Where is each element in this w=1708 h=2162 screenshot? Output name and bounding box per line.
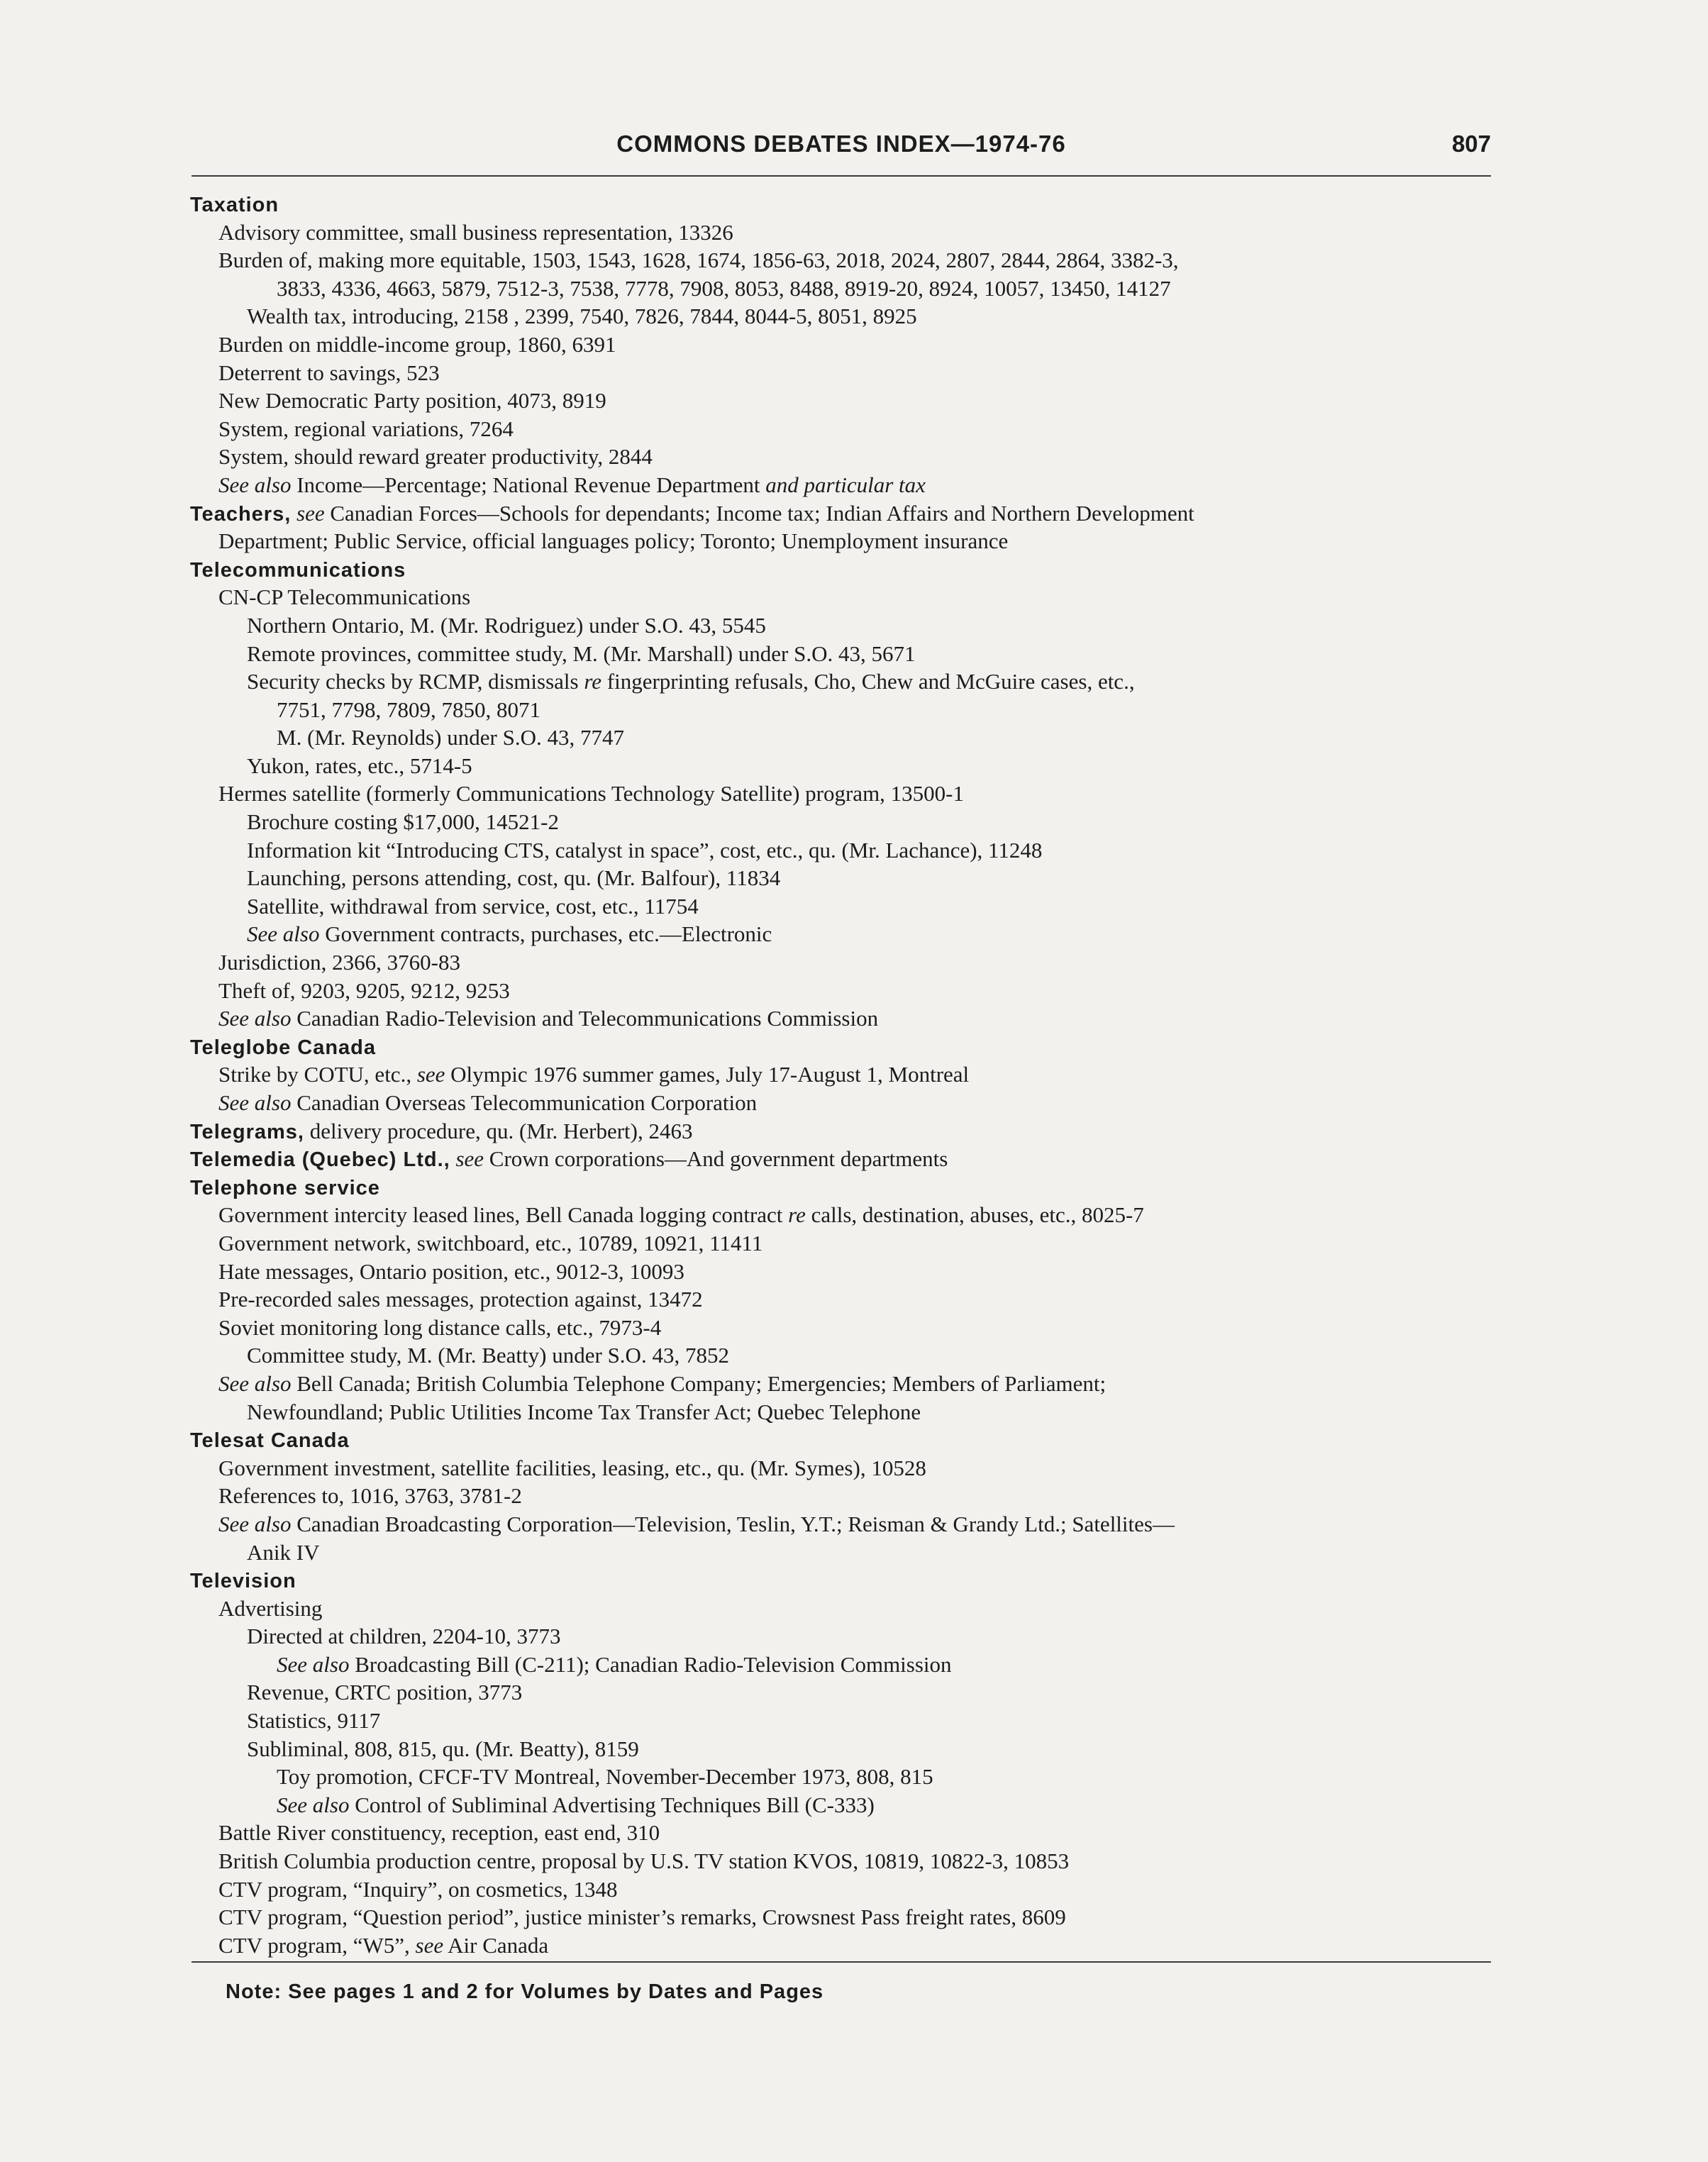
- page-number: 807: [1451, 131, 1491, 157]
- index-entry-line: [190, 1089, 1495, 1117]
- index-entry-line: [190, 246, 1495, 275]
- index-entry-line: [190, 1931, 1495, 1960]
- page-header: [192, 126, 1491, 169]
- entry-text: Hermes satellite (formerly Communications Technology Satellite) program, 13500-1: [218, 781, 965, 806]
- index-entry-line: [190, 1258, 1495, 1286]
- index-heading-line: [190, 1145, 1495, 1173]
- entry-italic: re: [584, 669, 602, 694]
- entry-text: System, should reward greater productivity, 2844: [218, 444, 653, 470]
- entry-text: Canadian Overseas Telecommunication Corporation: [291, 1090, 758, 1115]
- entry-text: Government contracts, purchases, etc.—Electronic: [319, 921, 772, 947]
- cross-reference-label: See also: [218, 1511, 292, 1536]
- index-entry-line: [190, 359, 1495, 387]
- index-heading-line: [190, 1426, 1495, 1454]
- entry-heading: Teachers,: [190, 502, 292, 526]
- header-rule: [192, 175, 1491, 177]
- entry-text-continued: Olympic 1976 summer games, July 17-August 1, Montreal: [445, 1062, 970, 1087]
- index-entry-line: [190, 920, 1495, 948]
- entry-text: Security checks by RCMP, dismissals: [247, 669, 584, 694]
- index-entry-line: [190, 1060, 1495, 1089]
- index-entry-line: [190, 1875, 1495, 1904]
- entry-text: Government network, switchboard, etc., 10789, 10921, 11411: [218, 1230, 763, 1255]
- entry-text: Revenue, CRTC position, 3773: [247, 1680, 523, 1705]
- index-entry-line: [190, 724, 1495, 752]
- cross-reference-label: See also: [277, 1651, 350, 1677]
- index-entry-line: [190, 1341, 1495, 1370]
- index-heading-line: [190, 1117, 1495, 1146]
- entry-italic: see: [415, 1932, 444, 1958]
- entry-text: Theft of, 9203, 9205, 9212, 9253: [218, 977, 510, 1003]
- entry-text: Statistics, 9117: [247, 1708, 381, 1734]
- index-entry-line: [190, 275, 1495, 303]
- cross-reference-label: See also: [218, 1370, 292, 1396]
- index-entry-line: [190, 1229, 1495, 1258]
- entry-text: References to, 1016, 3763, 3781-2: [218, 1483, 522, 1509]
- entry-text: Jurisdiction, 2366, 3760-83: [218, 950, 460, 975]
- entry-text: Satellite, withdrawal from service, cost, etc., 11754: [247, 893, 699, 919]
- index-entry-line: [190, 864, 1495, 892]
- index-entry-line: [190, 387, 1495, 415]
- entry-text: Remote provinces, committee study, M. (Mr. Marshall) under S.O. 43, 5671: [247, 641, 916, 666]
- entry-text: Brochure costing $17,000, 14521-2: [247, 809, 559, 835]
- entry-text: Deterrent to savings, 523: [218, 360, 440, 385]
- entry-italic: see: [416, 1062, 445, 1087]
- entry-text: New Democratic Party position, 4073, 8919: [218, 388, 606, 414]
- entry-text: 3833, 4336, 4663, 5879, 7512-3, 7538, 7778, 7908, 8053, 8488, 8919-20, 8924, 10057, 13450, 14127: [277, 275, 1171, 301]
- footer-rule: [192, 1961, 1491, 1963]
- index-entry-line: [190, 1735, 1495, 1763]
- entry-text: CTV program, “Question period”, justice minister’s remarks, Crowsnest Pass freight rates, 8609: [218, 1905, 1066, 1930]
- entry-text-continued: fingerprinting refusals, Cho, Chew and McGuire cases, etc.,: [601, 669, 1135, 694]
- entry-text: Advertising: [218, 1595, 323, 1621]
- entry-text: 7751, 7798, 7809, 7850, 8071: [277, 697, 540, 722]
- cross-reference-label: See also: [218, 1090, 292, 1115]
- entry-text: Government investment, satellite facilities, leasing, etc., qu. (Mr. Symes), 10528: [218, 1455, 926, 1480]
- entry-text: Government intercity leased lines, Bell Canada logging contract: [218, 1202, 789, 1228]
- entry-heading: Telemedia (Quebec) Ltd.,: [190, 1148, 450, 1172]
- entry-text: Battle River constituency, reception, east end, 310: [218, 1820, 660, 1846]
- index-heading-line: [190, 1033, 1495, 1061]
- entry-text-continued: calls, destination, abuses, etc., 8025-7: [805, 1202, 1144, 1228]
- index-entry-line: [190, 948, 1495, 977]
- index-entry-line: [190, 1651, 1495, 1679]
- entry-text: System, regional variations, 7264: [218, 416, 514, 441]
- index-entry-line: [190, 1539, 1495, 1567]
- cross-reference-label: See also: [218, 472, 292, 497]
- entry-text: Income—Percentage; National Revenue Department: [291, 472, 766, 497]
- index-entry-line: [190, 667, 1495, 696]
- index-entry-line: [190, 808, 1495, 836]
- entry-heading: Telecommunications: [190, 558, 406, 582]
- entry-text: Strike by COTU, etc.,: [218, 1062, 417, 1087]
- entry-text: Information kit “Introducing CTS, catalyst in space”, cost, etc., qu. (Mr. Lachance), 11248: [247, 837, 1043, 863]
- index-heading-line: [190, 190, 1495, 218]
- entry-text: Toy promotion, CFCF-TV Montreal, November-December 1973, 808, 815: [277, 1764, 933, 1790]
- index-entry-line: [190, 640, 1495, 668]
- index-entries: [190, 190, 1495, 1959]
- entry-heading: Telephone service: [190, 1176, 380, 1199]
- entry-text: Yukon, rates, etc., 5714-5: [247, 753, 472, 778]
- cross-reference-label: See also: [277, 1792, 350, 1817]
- entry-heading: Telegrams,: [190, 1120, 304, 1143]
- cross-reference-label: see: [450, 1146, 484, 1172]
- entry-text: Committee study, M. (Mr. Beatty) under S.O. 43, 7852: [247, 1343, 729, 1368]
- index-entry-line: [190, 1004, 1495, 1033]
- entry-text: Launching, persons attending, cost, qu. (Mr. Balfour), 11834: [247, 865, 781, 891]
- entry-heading: Television: [190, 1570, 296, 1593]
- entry-text: Subliminal, 808, 815, qu. (Mr. Beatty), 8159: [247, 1736, 639, 1761]
- entry-text: British Columbia production centre, proposal by U.S. TV station KVOS, 10819, 10822-3, 10853: [218, 1848, 1070, 1874]
- index-entry-line: [190, 1678, 1495, 1707]
- index-entry-line: [190, 583, 1495, 611]
- index-entry-line: [190, 1285, 1495, 1314]
- entry-italic-tail: and particular tax: [765, 472, 926, 497]
- index-heading-line: [190, 499, 1495, 528]
- entry-text: Pre-recorded sales messages, protection against, 13472: [218, 1287, 703, 1312]
- index-entry-line: [190, 1482, 1495, 1510]
- index-entry-line: [190, 218, 1495, 247]
- entry-text: M. (Mr. Reynolds) under S.O. 43, 7747: [277, 725, 624, 750]
- index-heading-line: [190, 1566, 1495, 1595]
- cross-reference-label: See also: [218, 1006, 292, 1031]
- entry-text: Crown corporations—And government departments: [484, 1146, 948, 1172]
- index-entry-line: [190, 1791, 1495, 1819]
- entry-text: Canadian Broadcasting Corporation—Television, Teslin, Y.T.; Reisman & Grandy Ltd.; Satellites—: [291, 1511, 1175, 1536]
- entry-text: Burden on middle-income group, 1860, 6391: [218, 331, 616, 357]
- index-entry-line: [190, 1314, 1495, 1342]
- entry-text: Control of Subliminal Advertising Techniques Bill (C-333): [349, 1792, 875, 1817]
- index-heading-line: [190, 1173, 1495, 1202]
- index-entry-line: [190, 780, 1495, 808]
- entry-text-continued: Air Canada: [443, 1932, 549, 1958]
- index-entry-line: [190, 1763, 1495, 1791]
- cross-reference-label: see: [291, 500, 325, 526]
- entry-text: CN-CP Telecommunications: [218, 584, 471, 610]
- index-entry-line: [190, 331, 1495, 359]
- entry-text: Newfoundland; Public Utilities Income Tax Transfer Act; Quebec Telephone: [247, 1399, 921, 1424]
- entry-italic: re: [788, 1202, 806, 1228]
- entry-text: Bell Canada; British Columbia Telephone Company; Emergencies; Members of Parliament;: [291, 1370, 1107, 1396]
- entry-text: CTV program, “Inquiry”, on cosmetics, 1348: [218, 1876, 618, 1902]
- index-entry-line: [190, 1201, 1495, 1229]
- index-entry-line: [190, 527, 1495, 555]
- index-entry-line: [190, 1370, 1495, 1398]
- index-entry-line: [190, 1454, 1495, 1482]
- entry-text: Canadian Forces—Schools for dependants; Income tax; Indian Affairs and Northern Development: [324, 500, 1194, 526]
- entry-heading: Taxation: [190, 194, 279, 216]
- index-entry-line: [190, 836, 1495, 865]
- entry-heading: Telesat Canada: [190, 1429, 350, 1453]
- index-entry-line: [190, 443, 1495, 471]
- entry-text: Burden of, making more equitable, 1503, 1543, 1628, 1674, 1856-63, 2018, 2024, 2807, 2844, 2864, 3382-3,: [218, 248, 1179, 273]
- index-entry-line: [190, 696, 1495, 724]
- index-entry-line: [190, 611, 1495, 640]
- index-entry-line: [190, 1903, 1495, 1931]
- entry-text: Canadian Radio-Television and Telecommunications Commission: [291, 1006, 879, 1031]
- entry-text: Anik IV: [247, 1539, 320, 1565]
- entry-heading: Teleglobe Canada: [190, 1036, 377, 1059]
- entry-text: Soviet monitoring long distance calls, etc., 7973-4: [218, 1314, 662, 1340]
- entry-text: Department; Public Service, official languages policy; Toronto; Unemployment insurance: [218, 528, 1009, 554]
- index-entry-line: [190, 1595, 1495, 1623]
- entry-text: Northern Ontario, M. (Mr. Rodriguez) under S.O. 43, 5545: [247, 612, 766, 638]
- cross-reference-label: See also: [247, 921, 320, 947]
- entry-text: delivery procedure, qu. (Mr. Herbert), 2463: [304, 1118, 693, 1143]
- index-entry-line: [190, 1510, 1495, 1539]
- index-entry-line: [190, 1847, 1495, 1875]
- entry-text: CTV program, “W5”,: [218, 1932, 416, 1958]
- index-entry-line: [190, 1622, 1495, 1651]
- index-entry-line: [190, 415, 1495, 443]
- footer-note: Note: See pages 1 and 2 for Volumes by Dates and Pages: [226, 1980, 824, 2003]
- entry-text: Advisory committee, small business representation, 13326: [218, 219, 733, 245]
- index-heading-line: [190, 555, 1495, 584]
- index-entry-line: [190, 892, 1495, 921]
- entry-text: Wealth tax, introducing, 2158 , 2399, 7540, 7826, 7844, 8044-5, 8051, 8925: [247, 304, 917, 329]
- index-entry-line: [190, 1819, 1495, 1847]
- entry-text: Directed at children, 2204-10, 3773: [247, 1624, 561, 1649]
- index-entry-line: [190, 1398, 1495, 1426]
- index-entry-line: [190, 1707, 1495, 1735]
- index-entry-line: [190, 471, 1495, 499]
- page-title: COMMONS DEBATES INDEX—1974-76: [616, 131, 1066, 157]
- index-entry-line: [190, 977, 1495, 1005]
- index-entry-line: [190, 302, 1495, 331]
- entry-text: Broadcasting Bill (C-211); Canadian Radio-Television Commission: [349, 1651, 952, 1677]
- entry-text: Hate messages, Ontario position, etc., 9012-3, 10093: [218, 1258, 684, 1284]
- index-entry-line: [190, 752, 1495, 780]
